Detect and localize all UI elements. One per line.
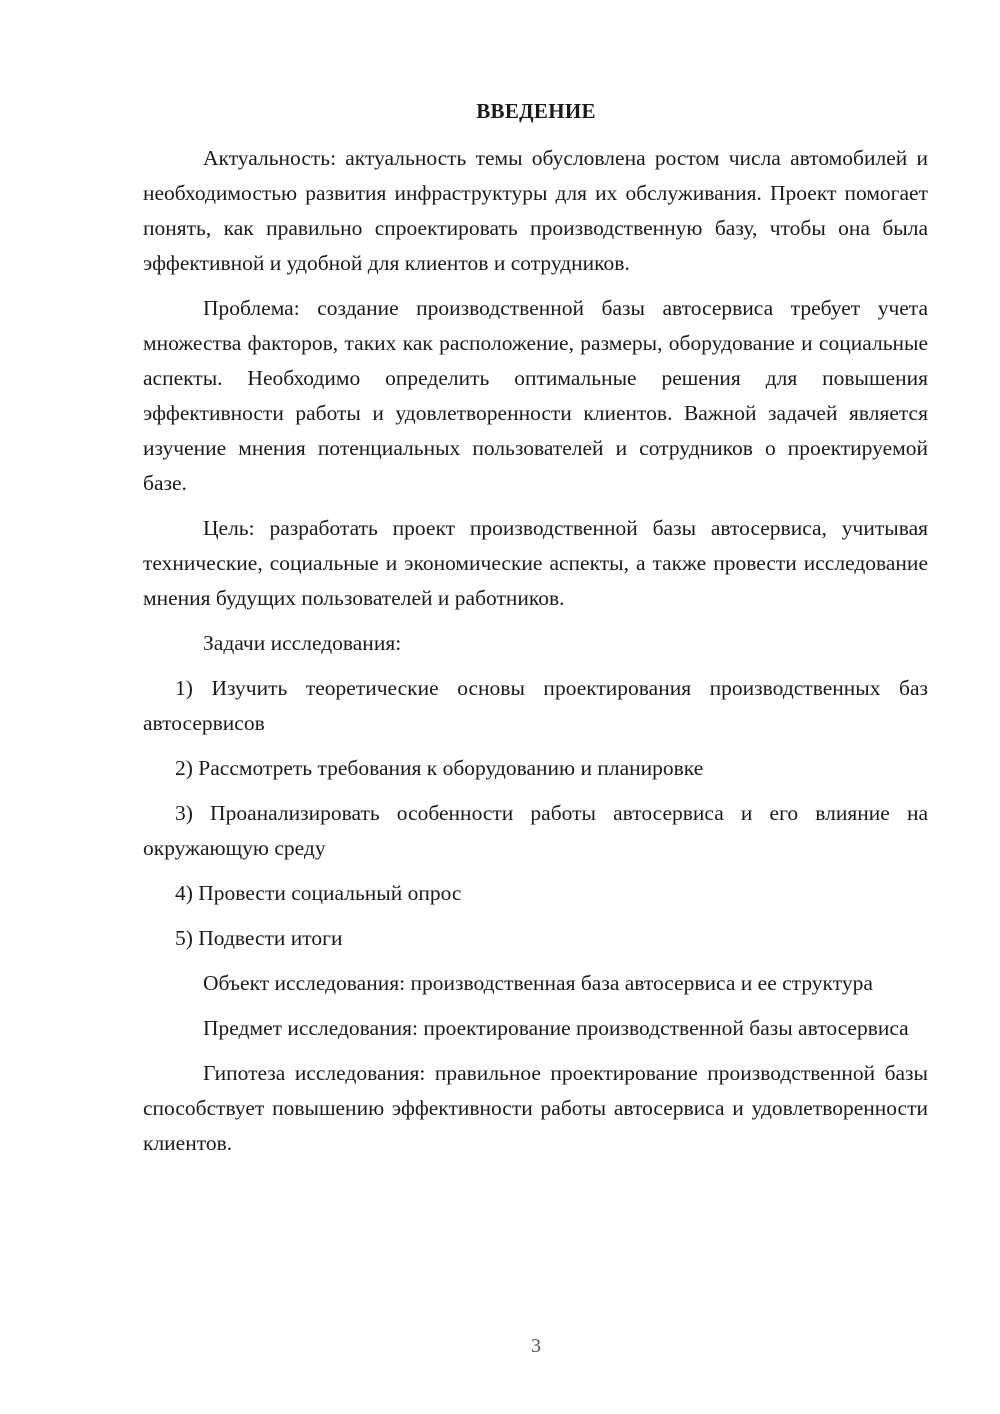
page-number: 3 <box>531 1335 541 1357</box>
task-item-5: 5) Подвести итоги <box>175 926 343 950</box>
tasks-heading: Задачи исследования: <box>203 631 402 655</box>
document-body <box>143 141 928 1171</box>
task-item-4: 4) Провести социальный опрос <box>175 881 462 905</box>
section-title: ВВЕДЕНИЕ <box>476 99 596 123</box>
task-item-2: 2) Рассмотреть требования к оборудованию и планировке <box>175 756 704 780</box>
task-item-3: 3) Проанализировать особенности работы автосервиса и его влияние на окружающую среду <box>143 801 928 860</box>
paragraph-subject: Предмет исследования: проектирование производственной базы автосервиса <box>203 1016 909 1040</box>
task-item-1: 1) Изучить теоретические основы проектирования производственных баз автосервисов <box>143 676 928 735</box>
paragraph-goal: Цель: разработать проект производственной базы автосервиса, учитывая технические, социальные и экономические аспекты, а также провести исследование мнения будущих пользователей и работников. <box>143 516 928 610</box>
paragraph-hypothesis: Гипотеза исследования: правильное проектирование производственной базы способствует повышению эффективности работы автосервиса и удовлетворенности клиентов. <box>143 1061 928 1155</box>
paragraph-object: Объект исследования: производственная база автосервиса и ее структура <box>203 971 873 995</box>
paragraph-relevance: Актуальность: актуальность темы обусловлена ростом числа автомобилей и необходимостью развития инфраструктуры для их обслуживания. Проект помогает понять, как правильно спроектировать производственную базу, чтобы она была эффективной и удобной для клиентов и сотрудников. <box>143 146 928 275</box>
paragraph-problem: Проблема: создание производственной базы автосервиса требует учета множества факторов, таких как расположение, размеры, оборудование и социальные аспекты. Необходимо определить оптимальные решения для повышения эффективности работы и удовлетворенности клиентов. Важной задачей является изучение мнения потенциальных пользователей и сотрудников о проектируемой базе. <box>143 296 928 495</box>
